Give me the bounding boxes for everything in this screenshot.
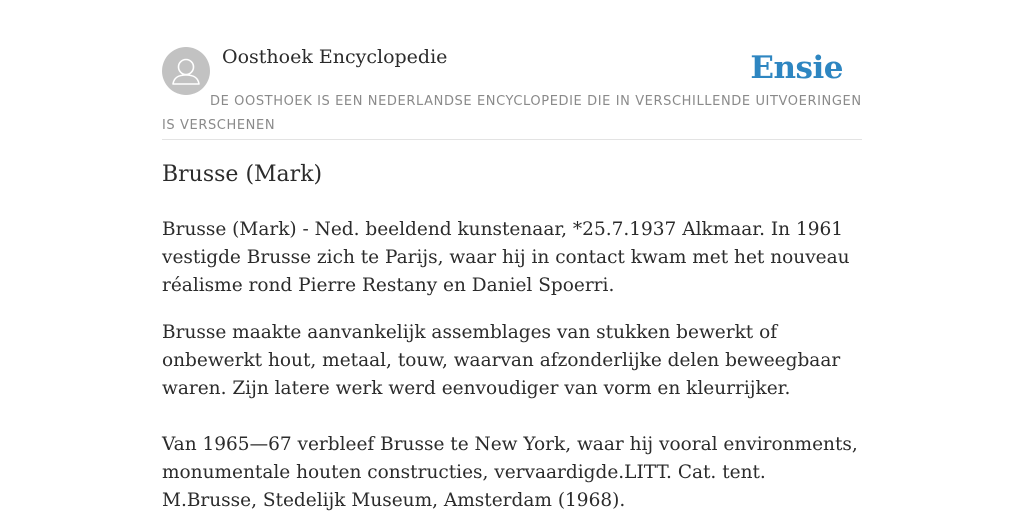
source-name-link[interactable]: Oosthoek Encyclopedie [222, 46, 448, 68]
source-avatar[interactable] [162, 47, 210, 95]
article-paragraph: Brusse maakte aanvankelijk assemblages van stukken bewerkt of onbewerkt hout, metaal, touw, waarvan afzonderlijke delen beweegbaar waren. Zijn latere werk werd eenvoudiger van vorm en kleurrijker. [162, 322, 841, 399]
source-tagline: DE OOSTHOEK IS EEN NEDERLANDSE ENCYCLOPEDIE DIE IN VERSCHILLENDE UITVOERINGEN IS VERSCHENEN [162, 94, 862, 133]
brand-logo[interactable]: Ensie [750, 50, 843, 86]
header [162, 0, 862, 140]
article-paragraph: Van 1965—67 verbleef Brusse te New York, waar hij vooral environments, monumentale houten constructies, vervaardigde.LITT. Cat. tent. M.Brusse, Stedelijk Museum, Amsterdam (1968). [162, 434, 858, 511]
user-silhouette-icon [162, 47, 210, 95]
article-title: Brusse (Mark) [162, 162, 323, 187]
page [162, 0, 862, 512]
article-paragraph: Brusse (Mark) - Ned. beeldend kunstenaar, *25.7.1937 Alkmaar. In 1961 vestigde Brusse zich te Parijs, waar hij in contact kwam met het nouveau réalisme rond Pierre Restany en Daniel Spoerri. [162, 219, 850, 296]
header-divider [162, 139, 862, 140]
